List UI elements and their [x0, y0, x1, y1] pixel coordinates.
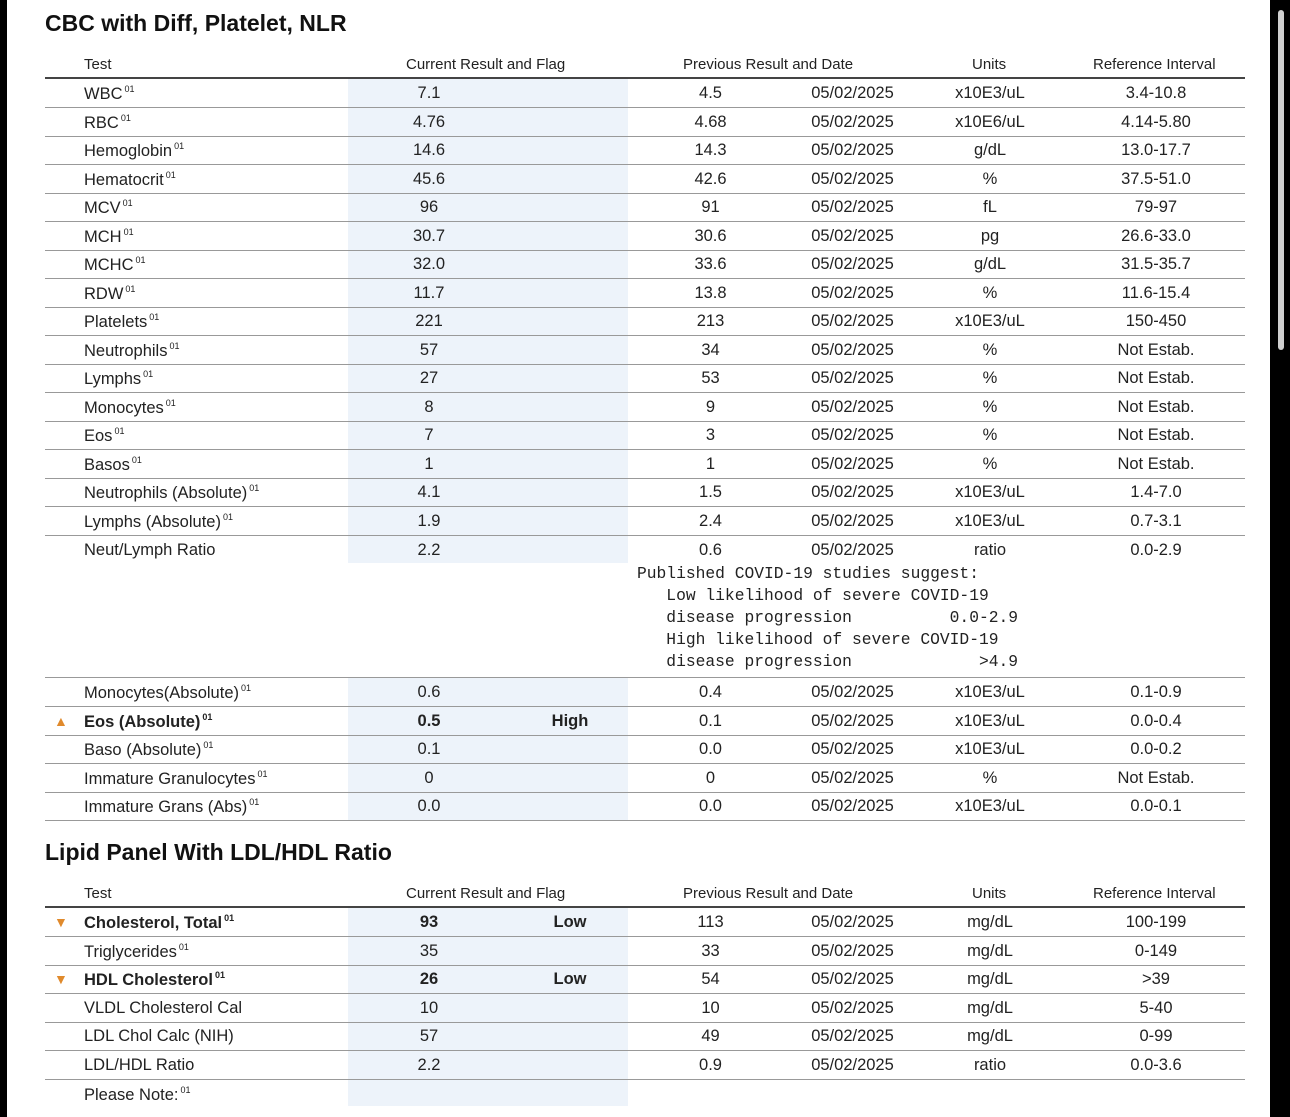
reference-interval: Not Estab.	[1117, 426, 1195, 444]
test-name	[84, 198, 133, 218]
units: x10E3/uL	[955, 312, 1025, 330]
triangle-up-icon: ▲	[54, 712, 68, 729]
units: %	[982, 426, 998, 444]
result-flag: Low	[553, 970, 587, 988]
reference-interval: Not Estab.	[1117, 768, 1195, 787]
header-current: Current Result and Flag	[406, 885, 566, 902]
reference-interval: 0.7-3.1	[1130, 511, 1182, 530]
current-result: 7	[424, 426, 434, 444]
test-name	[84, 999, 242, 1018]
footnote-ref: 01	[249, 797, 260, 807]
footnote-ref: 01	[222, 511, 233, 522]
units: x10E3/uL	[955, 84, 1025, 102]
table-row	[45, 79, 1245, 108]
footnote-ref: 01	[135, 255, 146, 265]
previous-date: 05/02/2025	[811, 768, 894, 787]
previous-result: 2.4	[699, 511, 722, 530]
units: x10E3/uL	[955, 740, 1025, 758]
reference-interval: 0-99	[1139, 1027, 1173, 1045]
test-label: Cholesterol, Total	[84, 914, 223, 932]
current-result: 57	[419, 1027, 439, 1045]
previous-date: 05/02/2025	[811, 226, 894, 245]
previous-result: 0.0	[699, 740, 722, 758]
header-test: Test	[84, 56, 112, 73]
previous-date: 05/02/2025	[811, 340, 894, 359]
reference-interval: 150-450	[1125, 312, 1187, 330]
footnote-ref: 01	[165, 169, 176, 180]
previous-date: 05/02/2025	[811, 426, 894, 444]
reference-interval: Not Estab.	[1117, 397, 1195, 416]
previous-date: 05/02/2025	[811, 141, 894, 159]
test-label: Immature Granulocytes	[84, 769, 256, 788]
units: mg/dL	[967, 970, 1013, 988]
table-row	[45, 792, 1245, 821]
previous-date: 05/02/2025	[811, 541, 894, 559]
previous-date: 05/02/2025	[811, 711, 894, 730]
previous-result: 34	[701, 340, 720, 359]
previous-date: 05/02/2025	[811, 483, 894, 501]
units: x10E6/uL	[955, 112, 1025, 131]
previous-result: 1.5	[699, 483, 722, 501]
table-row	[45, 136, 1245, 165]
test-name	[84, 740, 213, 760]
units: g/dL	[973, 255, 1007, 273]
current-result: 14.6	[412, 141, 446, 159]
reference-interval: 11.6-15.4	[1121, 283, 1191, 302]
test-name	[84, 227, 134, 247]
test-label: Monocytes	[84, 398, 164, 417]
header-test: Test	[84, 885, 112, 902]
reference-interval: 3.4-10.8	[1125, 84, 1187, 102]
footnote-ref: 01	[131, 454, 142, 465]
units: %	[982, 369, 998, 387]
units: x10E3/uL	[955, 483, 1025, 501]
test-label: Neutrophils (Absolute)	[84, 484, 248, 502]
table-row	[45, 507, 1245, 536]
previous-result: 0.9	[699, 1055, 722, 1074]
test-name	[84, 1085, 191, 1105]
note-line: disease progression 0.0-2.9	[637, 608, 1019, 627]
header-units: Units	[972, 885, 1007, 902]
triangle-down-icon: ▼	[54, 971, 68, 987]
current-result: 2.2	[417, 541, 441, 559]
table-row	[45, 965, 1245, 994]
previous-result: 9	[705, 397, 716, 416]
table-row	[45, 908, 1245, 937]
previous-result: 33	[701, 941, 720, 960]
previous-date: 05/02/2025	[811, 283, 894, 302]
note-line: High likelihood of severe COVID-19	[637, 630, 999, 649]
test-label: VLDL Cholesterol Cal	[84, 998, 243, 1017]
test-label: Platelets	[84, 313, 148, 331]
units: %	[982, 454, 998, 473]
table-row	[45, 764, 1245, 793]
current-result: 0.0	[417, 797, 441, 815]
test-name	[84, 512, 233, 532]
units: fL	[983, 198, 997, 216]
previous-result: 49	[701, 1027, 720, 1045]
header-current: Current Result and Flag	[406, 56, 566, 73]
test-name	[84, 141, 184, 161]
current-result: 35	[419, 941, 439, 960]
units: ratio	[973, 541, 1007, 559]
previous-date: 05/02/2025	[811, 998, 894, 1017]
footnote-ref: 01	[125, 283, 136, 294]
footnote-ref: 01	[149, 312, 160, 322]
test-label: Triglycerides	[84, 942, 177, 961]
header-units: Units	[972, 56, 1007, 73]
reference-interval: Not Estab.	[1117, 369, 1195, 387]
test-name	[84, 913, 234, 933]
test-label: Monocytes(Absolute)	[84, 684, 239, 702]
test-name	[84, 483, 259, 503]
test-name	[84, 255, 146, 275]
window-frame-left	[0, 0, 7, 1117]
footnote-ref: 01	[180, 1085, 191, 1095]
footnote-ref: 01	[224, 913, 235, 923]
test-label: Please Note:	[84, 1086, 179, 1104]
header-ref: Reference Interval	[1093, 56, 1216, 73]
current-result: 8	[424, 397, 434, 416]
table-row	[45, 393, 1245, 422]
table-row-please-note	[45, 1080, 1245, 1108]
units: %	[982, 768, 998, 787]
previous-date: 05/02/2025	[811, 683, 894, 701]
test-name	[84, 683, 251, 703]
test-label: Baso (Absolute)	[84, 741, 202, 759]
reference-interval: 100-199	[1125, 913, 1187, 931]
previous-result: 14.3	[694, 141, 727, 159]
test-name: Neut/Lymph Ratio	[84, 541, 216, 559]
current-result: 0	[424, 768, 434, 787]
table-row	[45, 478, 1245, 507]
test-label: Basos	[84, 455, 130, 474]
footnote-ref: 01	[202, 711, 213, 722]
previous-result: 53	[701, 369, 720, 387]
reference-interval: 0.0-0.1	[1130, 797, 1182, 815]
table-row	[45, 707, 1245, 736]
reference-interval: 0.0-2.9	[1130, 541, 1182, 559]
units: x10E3/uL	[955, 683, 1025, 701]
table-row	[45, 937, 1245, 966]
footnote-ref: 01	[124, 84, 135, 94]
previous-date: 05/02/2025	[811, 369, 894, 387]
previous-result: 4.68	[694, 112, 727, 131]
test-label: RBC	[84, 113, 119, 132]
reference-interval: 0.1-0.9	[1130, 683, 1182, 701]
scrollbar-thumb[interactable]	[1278, 10, 1284, 350]
table-row	[45, 336, 1245, 365]
test-name	[84, 942, 189, 962]
previous-date: 05/02/2025	[811, 1027, 894, 1045]
footnote-ref: 01	[123, 226, 134, 237]
test-label: MCV	[84, 199, 121, 217]
units: %	[982, 169, 998, 188]
current-result: 1.9	[417, 511, 441, 530]
units: pg	[980, 226, 1000, 245]
reference-interval: 79-97	[1134, 198, 1178, 216]
previous-result: 3	[705, 426, 716, 444]
units: %	[982, 283, 998, 302]
table-row	[45, 165, 1245, 194]
cbc-section-title: CBC with Diff, Platelet, NLR	[45, 10, 347, 36]
units: ratio	[973, 1055, 1007, 1074]
table-row	[45, 108, 1245, 137]
previous-date: 05/02/2025	[811, 1055, 894, 1074]
reference-interval: 4.14-5.80	[1121, 112, 1191, 131]
reference-interval: Not Estab.	[1117, 340, 1195, 359]
current-result: 45.6	[412, 169, 446, 188]
previous-result: 10	[701, 998, 720, 1017]
previous-result: 113	[697, 913, 724, 931]
previous-date: 05/02/2025	[811, 511, 894, 530]
footnote-ref: 01	[143, 369, 154, 379]
current-result: 27	[419, 369, 439, 387]
test-label: Lymphs (Absolute)	[84, 512, 221, 531]
test-name	[84, 426, 124, 446]
test-name	[84, 312, 159, 332]
units: x10E3/uL	[955, 797, 1025, 815]
lipid-section-title: Lipid Panel With LDL/HDL Ratio	[45, 839, 392, 865]
test-label: Hematocrit	[84, 170, 164, 189]
header-ref: Reference Interval	[1093, 885, 1216, 902]
test-label: LDL/HDL Ratio	[84, 1055, 195, 1074]
table-row	[45, 279, 1245, 308]
test-name	[84, 84, 135, 104]
test-label: Hemoglobin	[84, 142, 173, 160]
units: x10E3/uL	[955, 511, 1025, 530]
reference-interval: 1.4-7.0	[1130, 483, 1182, 501]
table-row	[45, 250, 1245, 279]
previous-date: 05/02/2025	[811, 941, 894, 960]
units: mg/dL	[967, 998, 1013, 1017]
units: %	[982, 340, 998, 359]
footnote-ref: 01	[122, 198, 133, 208]
reference-interval: 13.0-17.7	[1121, 141, 1191, 159]
test-label: Eos (Absolute)	[84, 712, 201, 731]
result-flag: High	[551, 711, 589, 730]
previous-date: 05/02/2025	[811, 312, 894, 330]
current-result: 96	[419, 198, 439, 216]
cbc-table-header	[45, 54, 1245, 76]
table-row	[45, 735, 1245, 764]
current-result: 93	[419, 913, 439, 931]
previous-result: 4.5	[699, 84, 722, 102]
previous-result: 54	[701, 970, 720, 988]
table-row	[45, 421, 1245, 450]
units: x10E3/uL	[955, 711, 1025, 730]
test-name	[84, 970, 225, 990]
previous-date: 05/02/2025	[811, 970, 894, 988]
test-name	[84, 398, 176, 418]
table-row	[45, 450, 1245, 479]
table-row	[45, 678, 1245, 707]
previous-date: 05/02/2025	[811, 740, 894, 758]
previous-date: 05/02/2025	[811, 169, 894, 188]
reference-interval: Not Estab.	[1117, 454, 1195, 473]
units: mg/dL	[967, 1027, 1013, 1045]
test-name	[84, 1056, 194, 1075]
reference-interval: 0.0-0.4	[1130, 711, 1182, 730]
units: mg/dL	[967, 913, 1013, 931]
current-result: 10	[419, 998, 439, 1017]
table-row	[45, 1051, 1245, 1080]
previous-result: 0.0	[699, 797, 722, 815]
test-label: HDL Cholesterol	[84, 971, 213, 989]
test-label: Neutrophils	[84, 341, 168, 360]
current-result: 1	[424, 454, 434, 473]
reference-interval: 26.6-33.0	[1121, 226, 1191, 245]
note-line: disease progression >4.9	[637, 652, 1019, 671]
current-result: 32.0	[412, 255, 446, 273]
current-result: 0.5	[417, 711, 441, 730]
current-result: 2.2	[417, 1055, 441, 1074]
table-row	[45, 364, 1245, 393]
footnote-ref: 01	[114, 426, 125, 436]
test-name	[84, 769, 268, 789]
reference-interval: 0-149	[1134, 941, 1178, 960]
previous-date: 05/02/2025	[811, 454, 894, 473]
footnote-ref: 01	[241, 683, 252, 693]
footnote-ref: 01	[169, 340, 180, 351]
table-row	[45, 307, 1245, 336]
test-label: Lymphs	[84, 370, 142, 388]
table-row	[45, 222, 1245, 251]
previous-result: 91	[701, 198, 720, 216]
current-result: 57	[419, 340, 439, 359]
result-flag: Low	[553, 913, 587, 931]
table-row	[45, 1022, 1245, 1051]
reference-interval: 0.0-3.6	[1130, 1055, 1182, 1074]
units: %	[982, 397, 998, 416]
scrollbar-track[interactable]	[1270, 0, 1290, 1117]
note-line: Low likelihood of severe COVID-19	[637, 586, 989, 605]
previous-result: 213	[696, 312, 725, 330]
previous-result: 30.6	[694, 226, 727, 245]
current-result: 221	[415, 312, 443, 330]
footnote-ref: 01	[178, 941, 189, 952]
previous-date: 05/02/2025	[811, 198, 894, 216]
reference-interval: >39	[1142, 970, 1170, 988]
previous-result: 42.6	[694, 169, 727, 188]
test-name	[84, 341, 179, 361]
previous-date: 05/02/2025	[811, 397, 894, 416]
footnote-ref: 01	[203, 740, 214, 750]
units: g/dL	[973, 141, 1007, 159]
units: mg/dL	[967, 941, 1013, 960]
header-previous: Previous Result and Date	[683, 56, 854, 73]
footnote-ref: 01	[249, 483, 260, 493]
lipid-table-header	[45, 883, 1245, 905]
reference-interval: 5-40	[1139, 998, 1173, 1017]
test-name	[84, 1027, 234, 1046]
table-row-nlr	[45, 536, 1245, 566]
previous-result: 1	[705, 454, 716, 473]
test-label: MCHC	[84, 256, 134, 274]
footnote-ref: 01	[165, 397, 176, 408]
footnote-ref: 01	[257, 768, 268, 779]
test-label: MCH	[84, 227, 122, 246]
note-line: Published COVID-19 studies suggest:	[637, 564, 979, 583]
previous-date: 05/02/2025	[811, 797, 894, 815]
footnote-ref: 01	[174, 141, 185, 151]
previous-date: 05/02/2025	[811, 913, 894, 931]
footnote-ref: 01	[120, 112, 131, 123]
previous-result: 0	[705, 768, 716, 787]
previous-date: 05/02/2025	[811, 84, 894, 102]
previous-result: 0.1	[699, 711, 722, 730]
test-name	[84, 455, 142, 475]
current-result: 30.7	[412, 226, 446, 245]
test-name	[84, 369, 153, 389]
table-row	[45, 994, 1245, 1023]
reference-interval: 37.5-51.0	[1121, 169, 1191, 188]
test-label: RDW	[84, 284, 124, 303]
table-row	[45, 193, 1245, 222]
reference-interval: 0.0-0.2	[1130, 740, 1182, 758]
current-result: 7.1	[417, 84, 441, 102]
current-result: 0.1	[417, 740, 441, 758]
previous-date: 05/02/2025	[811, 112, 894, 131]
footnote-ref: 01	[214, 970, 225, 980]
triangle-down-icon: ▼	[54, 914, 68, 930]
test-label: LDL Chol Calc (NIH)	[84, 1027, 234, 1045]
current-result: 0.6	[417, 683, 441, 701]
header-previous: Previous Result and Date	[683, 885, 854, 902]
current-result: 4.1	[417, 483, 441, 501]
reference-interval: 31.5-35.7	[1121, 255, 1191, 273]
current-result: 26	[419, 970, 439, 988]
current-result: 4.76	[412, 112, 446, 131]
test-label: Eos	[84, 427, 113, 445]
test-label: Immature Grans (Abs)	[84, 798, 248, 816]
previous-date: 05/02/2025	[811, 255, 894, 273]
test-name	[84, 797, 259, 817]
current-result: 11.7	[413, 283, 445, 302]
previous-result: 13.8	[694, 283, 727, 302]
test-name	[84, 284, 135, 304]
test-label: WBC	[84, 85, 123, 103]
previous-result: 0.4	[699, 683, 722, 701]
previous-result: 33.6	[694, 255, 727, 273]
test-name	[84, 113, 131, 133]
test-name	[84, 170, 176, 190]
test-name	[84, 712, 212, 732]
previous-result: 0.6	[699, 541, 722, 559]
